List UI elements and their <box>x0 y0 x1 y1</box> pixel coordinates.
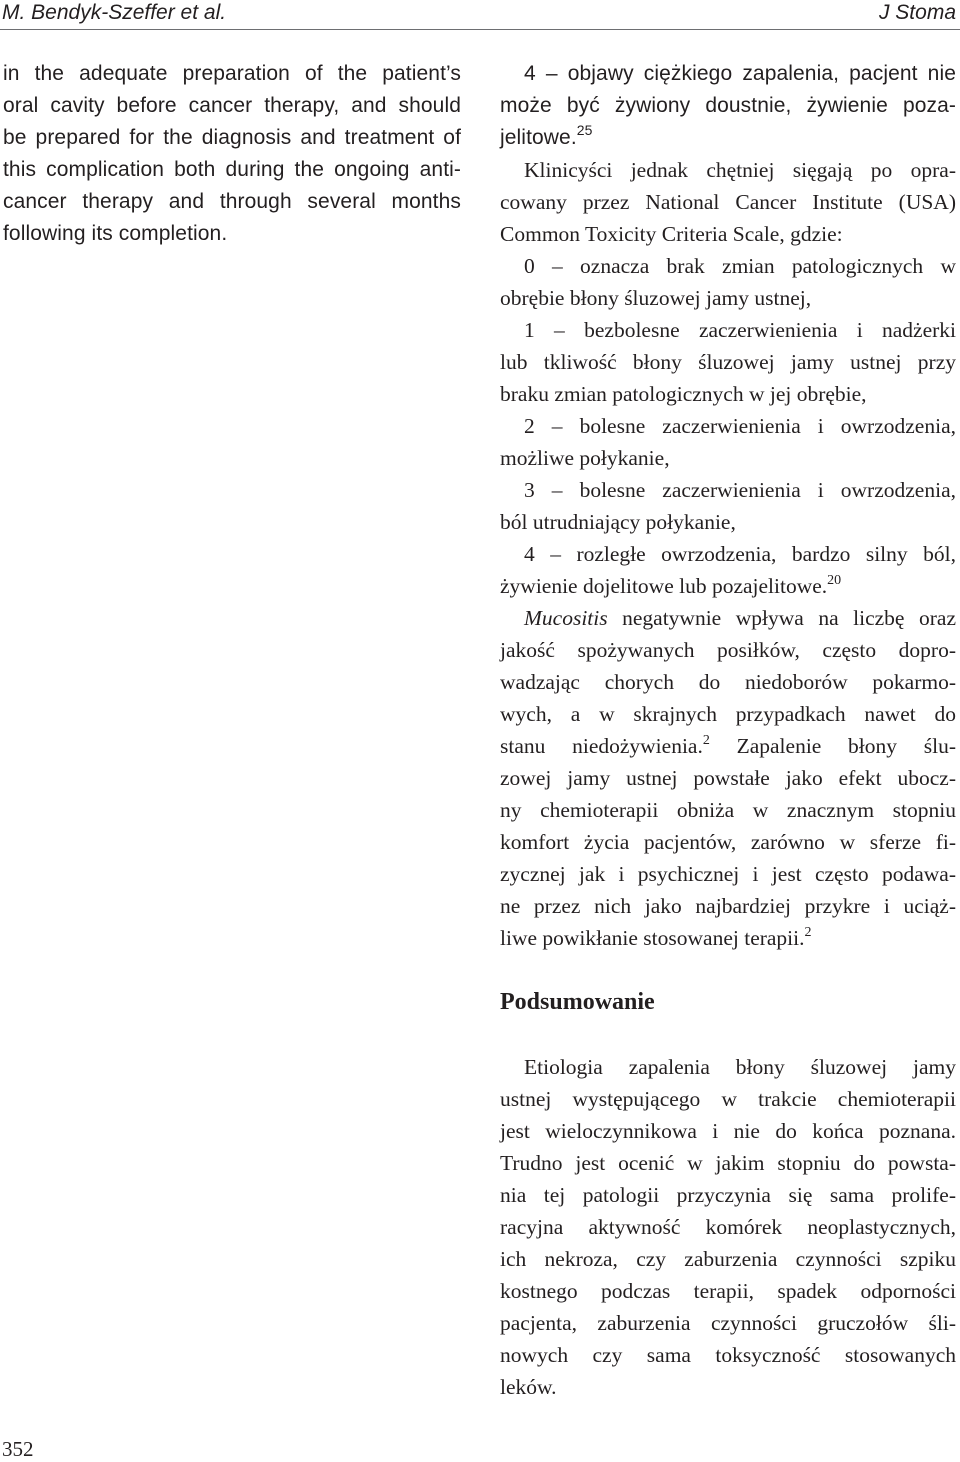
text-line: nia tej patologii przyczynia się sama prolife- <box>500 1183 956 1207</box>
text-line: ny chemioterapii obniża w znacznym stopniu <box>500 798 956 822</box>
text-line: jest wieloczynnikowa i nie do końca poznana. <box>500 1119 956 1143</box>
running-header-authors: M. Bendyk-Szeffer et al. <box>2 1 227 24</box>
text-line: Etiologia zapalenia błony śluzowej jamy <box>524 1055 956 1079</box>
text-line: ne przez nich jako najbardziej przykre i uciąż- <box>500 894 956 918</box>
text-line: możliwe połykanie, <box>500 446 670 470</box>
text-line: cancer therapy and through several months <box>3 190 461 213</box>
citation-ref: 2 <box>702 732 710 748</box>
text-line: be prepared for the diagnosis and treatment of <box>3 126 461 149</box>
text-line: 1 – bezbolesne zaczerwienienia i nadżerki <box>524 318 956 342</box>
text-line: nowych czy sama toksyczność stosowanych <box>500 1343 956 1367</box>
text-line: lub tkliwość błony śluzowej jamy ustnej przy <box>500 350 956 374</box>
text-line: in the adequate preparation of the patient’s <box>3 62 461 85</box>
text-line: leków. <box>500 1375 557 1399</box>
text-line: ich nekroza, czy zaburzenia czynności szpiku <box>500 1247 956 1271</box>
text-line: 3 – bolesne zaczerwienienia i owrzodzenia, <box>524 478 956 502</box>
text-line: Trudno jest ocenić w jakim stopniu do powsta- <box>500 1151 956 1175</box>
section-heading: Podsumowanie <box>500 989 655 1015</box>
text-line: pacjenta, zaburzenia czynności gruczołów śli- <box>500 1311 956 1335</box>
text-line: Klinicyści jednak chętniej sięgają po opra- <box>524 158 956 182</box>
text-line: 4 – objawy ciężkiego zapalenia, pacjent nie <box>524 62 956 85</box>
text-line: ustnej występującego w trakcie chemioterapii <box>500 1087 956 1111</box>
header-rule <box>0 29 960 30</box>
summary-paragraph <box>500 1051 956 1403</box>
criteria-section <box>500 154 956 954</box>
text-line: zowej jamy ustnej powstałe jako efekt ubocz- <box>500 766 956 790</box>
text-line: oral cavity before cancer therapy, and should <box>3 94 461 117</box>
mucositis-term: Mucositis <box>524 606 608 630</box>
text-line <box>500 122 956 154</box>
text-run: Zapalenie błony ślu- <box>709 734 956 758</box>
grade4-paragraph <box>500 58 956 154</box>
text-line: following its completion. <box>3 222 228 245</box>
page-number: 352 <box>2 1437 34 1461</box>
text-line: cowany przez National Cancer Institute (USA) <box>500 190 956 214</box>
text-line: 0 – oznacza brak zmian patologicznych w <box>524 254 956 278</box>
text-line <box>500 570 956 602</box>
text-run: liwe powikłanie stosowanej terapii. <box>500 926 805 950</box>
text-run: żywienie dojelitowe lub pozajelitowe. <box>500 574 828 598</box>
text-line: 2 – bolesne zaczerwienienia i owrzodzenia, <box>524 414 956 438</box>
text-line: obrębie błony śluzowej jamy ustnej, <box>500 286 812 310</box>
text-line: wych, a w skrajnych przypadkach nawet do <box>500 702 956 726</box>
text-line: Common Toxicity Criteria Scale, gdzie: <box>500 222 843 246</box>
text-line <box>500 730 956 762</box>
text-line: racyjna aktywność komórek neoplastycznych, <box>500 1215 956 1239</box>
text-line: braku zmian patologicznych w jej obrębie, <box>500 382 867 406</box>
text-line: może być żywiony doustnie, żywienie poza- <box>500 94 956 117</box>
text-line: 4 – rozległe owrzodzenia, bardzo silny ból, <box>524 542 956 566</box>
text-line: kostnego podczas terapii, spadek odporności <box>500 1279 956 1303</box>
text-run: jelitowe. <box>500 126 577 149</box>
citation-ref: 20 <box>827 572 842 588</box>
text-line <box>500 922 956 954</box>
text-line: komfort życia pacjentów, zarówno w sferze fi- <box>500 830 956 854</box>
text-line: ból utrudniający połykanie, <box>500 510 736 534</box>
running-header-journal: J Stoma <box>878 1 956 24</box>
text-run: negatywnie wpływa na liczbę oraz <box>607 606 956 630</box>
left-column-paragraph <box>3 58 461 250</box>
citation-ref: 25 <box>576 122 593 138</box>
citation-ref: 2 <box>804 924 812 940</box>
text-line: zycznej jak i psychicznej i jest często podawa- <box>500 862 956 886</box>
text-line <box>500 602 956 634</box>
text-line: this complication both during the ongoing anti- <box>3 158 461 181</box>
text-run: stanu niedożywienia. <box>500 734 703 758</box>
text-line: jakość spożywanych posiłków, często dopro- <box>500 638 956 662</box>
text-line: wadzając chorych do niedoborów pokarmo- <box>500 670 956 694</box>
